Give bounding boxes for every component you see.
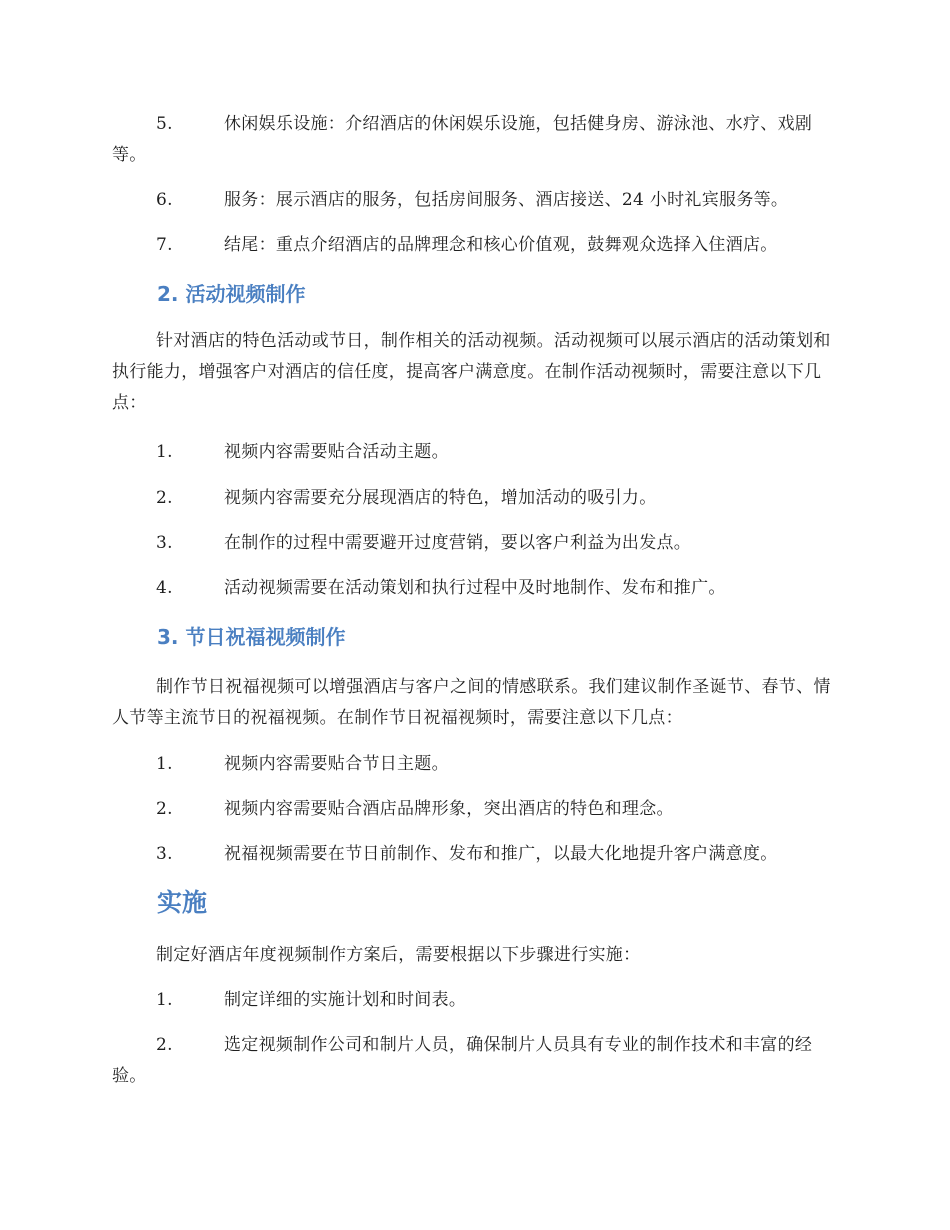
list-item (112, 437, 842, 468)
list-number: 6. (156, 190, 173, 210)
list-text: 视频内容需要贴合活动主题。 (224, 442, 449, 462)
list-item (112, 109, 842, 171)
list-text: 选定视频制作公司和制片人员，确保制片人员具有专业的制作技术和丰富的经验。 (112, 1035, 813, 1086)
list-number: 2. (156, 1035, 173, 1055)
list-item (112, 185, 842, 216)
list-item (112, 839, 842, 870)
list-item (112, 230, 842, 261)
chapter-heading: 实施 (157, 888, 208, 917)
list-number: 2. (156, 488, 173, 508)
section-heading: 2. 活动视频制作 (157, 282, 306, 306)
list-number: 4. (156, 578, 173, 598)
list-item (112, 573, 842, 604)
section-paragraph: 制作节日祝福视频可以增强酒店与客户之间的情感联系。我们建议制作圣诞节、春节、情人节等主流节日的祝福视频。在制作节日祝福视频时，需要注意以下几点： (112, 677, 831, 728)
list-item (112, 528, 842, 559)
list-number: 1. (156, 442, 173, 462)
section-paragraph: 针对酒店的特色活动或节日，制作相关的活动视频。活动视频可以展示酒店的活动策划和执行能力，增强客户对酒店的信任度，提高客户满意度。在制作活动视频时，需要注意以下几点： (112, 331, 831, 413)
list-text: 祝福视频需要在节日前制作、发布和推广，以最大化地提升客户满意度。 (224, 844, 778, 864)
section-heading: 3. 节日祝福视频制作 (157, 625, 346, 649)
list-number: 7. (156, 235, 173, 255)
list-text: 服务：展示酒店的服务，包括房间服务、酒店接送、24 小时礼宾服务等。 (224, 190, 789, 210)
list-number: 1. (156, 990, 173, 1010)
list-number: 5. (156, 114, 173, 134)
list-number: 2. (156, 799, 173, 819)
list-item (112, 1030, 842, 1092)
list-number: 3. (156, 533, 173, 553)
list-item (112, 985, 842, 1016)
section-paragraph: 制定好酒店年度视频制作方案后，需要根据以下步骤进行实施： (156, 945, 641, 965)
list-item (112, 749, 842, 780)
list-text: 视频内容需要贴合酒店品牌形象，突出酒店的特色和理念。 (224, 799, 674, 819)
list-text: 结尾：重点介绍酒店的品牌理念和核心价值观，鼓舞观众选择入住酒店。 (224, 235, 778, 255)
list-text: 制定详细的实施计划和时间表。 (224, 990, 467, 1010)
list-item (112, 794, 842, 825)
list-number: 3. (156, 844, 173, 864)
list-text: 活动视频需要在活动策划和执行过程中及时地制作、发布和推广。 (224, 578, 726, 598)
list-text: 在制作的过程中需要避开过度营销，要以客户利益为出发点。 (224, 533, 692, 553)
list-text: 视频内容需要充分展现酒店的特色，增加活动的吸引力。 (224, 488, 657, 508)
list-number: 1. (156, 754, 173, 774)
list-text: 休闲娱乐设施：介绍酒店的休闲娱乐设施，包括健身房、游泳池、水疗、戏剧等。 (112, 114, 813, 165)
list-item (112, 483, 842, 514)
list-text: 视频内容需要贴合节日主题。 (224, 754, 449, 774)
